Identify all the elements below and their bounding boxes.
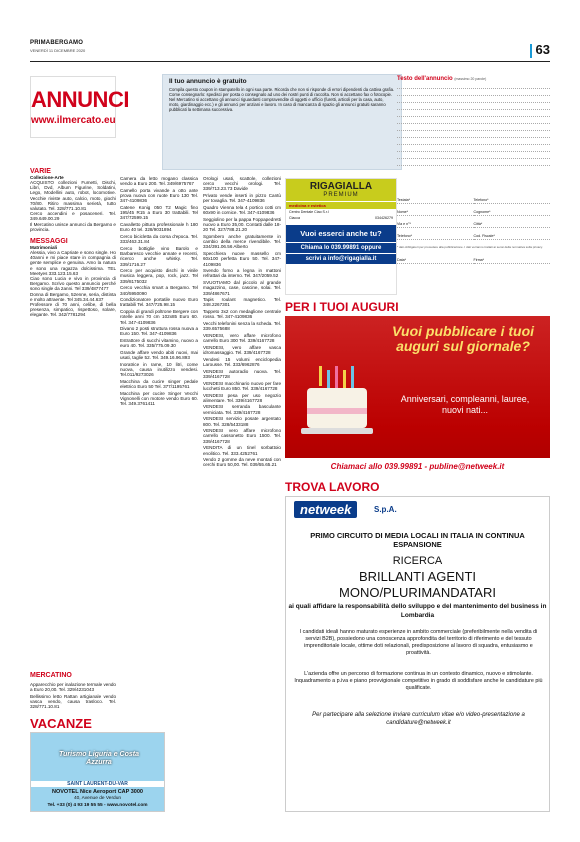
section-vacanze: VACANZE <box>30 716 92 731</box>
auguri-contact: Chiamaci allo 039.99891 - publine@netweek.it <box>285 458 550 476</box>
classified-ad: Coppia di grandi poltrone Bergere con rotelle anni 70 cm 102x85 Euro 60. Tel. 347-4109836 <box>120 309 198 325</box>
coupon-line[interactable] <box>397 138 550 145</box>
cake-icon <box>297 364 377 454</box>
coupon-title: Testo dell'annuncio (massimo 20 parole) <box>397 76 487 82</box>
classified-ad: Professore di 70 anni, celibe, di bella presenza, simpatico, rispettoso, solare, elegante. Tel. 342/7781294 <box>30 302 116 318</box>
rigagialla-email[interactable]: scrivi a info@rigagialla.it <box>286 253 396 264</box>
classified-ad: Vendo 2 gomme da neve montati con cerchi Euro 50,00. Tel. 039/55.65.21 <box>203 457 281 468</box>
auguri-headline: Vuoi pubblicare i tuoi auguri sul giornale? <box>391 323 535 354</box>
page-accent-bar <box>530 44 532 58</box>
coupon-line[interactable] <box>397 96 550 103</box>
coupon-line[interactable] <box>397 103 550 110</box>
brand-name: PRIMABERGAMO <box>30 40 84 46</box>
classified-ad: Svendo forno a legna in mattoni refrattari da interno. Tel. 347/2059.52 <box>203 268 281 279</box>
section-trova-lavoro: TROVA LAVORO <box>285 480 380 494</box>
netweek-role: BRILLANTI AGENTI MONO/PLURIMANDATARI <box>339 569 496 600</box>
classified-ad: Grande affare vendo abiti nuovi, mai usati, taglie 52. Tel. 349.16.96.893 <box>120 350 198 361</box>
classified-ad: Tappeto 3x2 con medaglione centrale rosso. Tel. 347-4109836 <box>203 309 281 320</box>
section-varie: VARIE <box>30 168 51 175</box>
classified-ad: Alessia, vivo a Capriate e sono single. Ho 40anni e mi piace stare in compagnia di gente semplice e genuina. Amo la natura e sono una ragazza dolcissima. TEL Meetyes 333.123.15.63 <box>30 250 116 276</box>
subsection-collezione: Collezione-Arte <box>30 175 64 180</box>
coupon-line[interactable] <box>397 82 550 89</box>
form-row[interactable]: Via e n°* Città* <box>397 222 550 228</box>
rigagialla-logo: RIGAGIALLA PREMIUM <box>286 179 396 201</box>
section-mercatino: MERCATINO <box>30 672 72 679</box>
vacanze-location: SAINT LAURENT-DU-VAR <box>31 781 164 787</box>
vacanze-ad <box>30 732 165 812</box>
classified-ad: Macchina per cucire Singer Vecchi Vignonelli con motore vendo Euro 60. Tel. 349.3761411 <box>120 391 198 407</box>
classified-ad: VENDESI pesa per uso negozio alimentare. Tel. 339/4167728 <box>203 392 281 403</box>
vacanze-title: Turismo Liguria e Costa Azzurra <box>59 751 139 766</box>
annunci-title: ANNUNCI <box>31 87 129 112</box>
vacanze-phone[interactable]: Tel. +33 (0) 4 93 19 55 55 - www.novotel.com <box>47 803 148 808</box>
info-box-title: Il tuo annuncio è gratuito <box>169 78 247 85</box>
classified-ad: Catene Konig 050 T2 Magic fino 195/45 R15 a Euro 30 trattabili. Tel 347/72599.15 <box>120 205 198 221</box>
classified-ad: Camello porta vivande a otto ante prova nuova con ruote Euro 130 Tel. 347-4109836 <box>120 187 198 204</box>
form-row[interactable]: Nome* Cognome* <box>397 210 550 216</box>
classified-ad: Seggiolino per la pappa Foppapedretti nuovo a Euro 35,00. Contatti dalle 18-20 Tel. 327/788.21.20 <box>203 216 281 233</box>
classified-ad: Cerco accendini e posaceneri. Tel. 349.649.00.29 <box>30 211 116 222</box>
classified-ad: VENDESI servizio posate argentato 800. Tel. 328/5433188 <box>203 416 281 427</box>
classified-ad: Camera da letto mogano classica vendo a Euro 200. Tel. 349/6975767 <box>120 176 198 187</box>
classified-ad: Cerco bicicletta da corsa d'epoca. Tel. 333/463.31.84 <box>120 234 198 245</box>
vacanze-hotel: NOVOTEL Nice Aeroport CAP 3000 <box>52 789 143 795</box>
classified-ad: Divano 2 posti struttura rossa nuova a Euro 150. Tel. 347-4109836 <box>120 326 198 337</box>
netweek-tagline: PRIMO CIRCUITO DI MEDIA LOCALI IN ITALIA IN CONTINUA ESPANSIONE <box>310 531 525 549</box>
classified-ad: Inoratrice in rame, 10 litri, come nuova, causa inutilizzo vendesi. Tel.011/9273026 <box>120 362 198 378</box>
classified-ad: Donna di Bergamo, 52enne, seria, distinta e molto attraente. Tel 345.34.44.637 <box>30 291 116 302</box>
rigagialla-entry-place: Ciacca 034426279 <box>289 216 393 220</box>
annunci-logo-box <box>30 76 129 138</box>
classified-ad: VENDESI, vero affare vasca idromassaggio. Tel. 339/4167728 <box>203 344 281 356</box>
netweek-spa: S.p.A. <box>374 505 397 514</box>
coupon-line[interactable] <box>397 89 550 96</box>
coupon-line[interactable] <box>397 159 550 166</box>
classified-ad: VENDESI, vero affare microfono carrello Euro 300 Tel. 339/4167728 <box>203 332 281 344</box>
rigagialla-question: Vuoi esserci anche tu? <box>300 229 382 238</box>
ads-column-1 <box>120 176 198 408</box>
page-number: 63 <box>535 42 550 57</box>
coupon-line[interactable] <box>397 145 550 152</box>
form-row[interactable]: Data* Firma* <box>397 258 550 264</box>
classified-ad: Privato vende inserti in pizzo Cantù per tovaglia. Tel. 347-4109836 <box>203 193 281 204</box>
netweek-apply[interactable]: Per partecipare alla selezione inviare curriculum vitae e/o video-presentazione a candidature@netweek.it <box>312 712 525 726</box>
coupon-form <box>397 198 550 270</box>
section-messaggi: MESSAGGI <box>30 238 68 246</box>
classified-ad: SVUOTIAMO dal piccolo al grande magazzino, case, cascine, solai. Tel. 339/4867671 <box>203 280 281 296</box>
mercatino-ads <box>30 682 116 711</box>
coupon-line[interactable] <box>397 152 550 159</box>
classified-ad: Specchiera nuove massello cm 60x100 perfetta Euro 50. Tel. 347-4109836 <box>203 251 281 267</box>
netweek-job-ad <box>285 496 550 812</box>
classified-ad: Vendesi 15 volumi enciclopedia Larousse. Tel. 333/6962876 <box>203 356 281 367</box>
free-ad-info-box <box>162 74 402 170</box>
classified-ad: Cerco per acquisto dischi in vinile musica leggera, pop, rock, jazz. Tel 339/8175032 <box>120 268 198 284</box>
ads-column-2 <box>203 176 281 469</box>
classified-ad: Macchina da cucire singer pedale elettrico Euro 50 Tel. 377/1195761 <box>120 379 198 390</box>
classified-ad: Cerco bottiglie vino Barolo e Barbaresco vecchie annate e recenti, ricerco anche whisky. Tel. 339/1716.27 <box>120 245 198 267</box>
info-box-body: Compila questo coupon in stampatello in ogni sua parte. Ricorda che non si risponde di errori dipendenti da cattiva grafia. Come consegnarlo: spedisci per posta o consegnalo ad uno dei nostri punti di raccolta. Non si accettano fax o fotocopie. Nel Mercatino si accettano gli annunci riguardanti compravendite di oggetti e ufficio (furetti, articoli per la casa, auto, moto, giardinaggio ecc.) e gli annunci per anziani e lavoro. In caso di mancanza di spazio gli annunci gratuiti saranno pubblicati la settimana successiva. <box>169 87 395 112</box>
form-row[interactable]: Testata* Telefono* <box>397 198 550 204</box>
rigagialla-call: Chiama lo 039.99891 oppure <box>286 242 396 253</box>
rigagialla-cta <box>286 225 396 264</box>
issue-date: VENERDÌ 11 DICEMBRE 2020 <box>30 48 86 53</box>
vacanze-address: 40, Avenue de Verdun <box>73 796 122 801</box>
coupon-line[interactable] <box>397 117 550 124</box>
classified-ad: VENDESI autoradio nuova. Tel. 339/4167728 <box>203 368 281 379</box>
coupon-line[interactable] <box>397 131 550 138</box>
coupon-line[interactable] <box>397 124 550 131</box>
classified-ad: Cavalletto pittura professionale h 180 Euro 40 tel. 328/9031894 <box>120 222 198 233</box>
page-header <box>30 40 550 62</box>
classified-ad: Ciao sono Lucia e vivo in provincia di Bergamo. Scrivo questo annuncio perché sono single da 2anni. Tel 339/4877477 <box>30 276 116 292</box>
rigagialla-entry: Centro Dentale Ciao S.r.l <box>289 210 329 214</box>
classified-ad: Sgombero anche gratuitamente in cambio della merce rivendibile. Tel. 334/391.06.56 Alberto <box>203 234 281 250</box>
rigagialla-ad <box>285 178 397 295</box>
coupon-hint: (massimo 20 parole) <box>454 77 487 81</box>
annunci-site-link[interactable]: www.ilmercato.eu <box>31 115 116 126</box>
coupon-line[interactable] <box>397 110 550 117</box>
classified-ad: Orologi usati, scattole, collezioni cerco vecchi orologi. Tel. 339/713.23.73 Davide <box>203 176 281 192</box>
netweek-offer: L'azienda offre un percorso di formazione continua in un contesto dinamico, nuovo e stimolante. Inquadramento a p.iva e piano provvigionale competitivo in grado di soddisfare anche le candidature più qualificate. <box>294 671 543 691</box>
classified-ad: Vecchi telefonini senza la scheda. Tel. 339.6575688 <box>203 321 281 332</box>
netweek-responsibility: ai quali affidare la responsabilità dello sviluppo e del mantenimento del business in Lombardia <box>288 603 547 619</box>
netweek-ricerca: RICERCA <box>392 555 443 567</box>
netweek-requirements: I candidati ideali hanno maturato esperienze in ambito commerciale (preferibilmente nella vendita di servizi B2B), possiedono una conoscenza approfondita del territorio di riferimento e del tessuto imprenditoriale locale, ottime doti relazionali, predisposizione al lavoro di squadra, entusiasmo e proattività. <box>299 629 538 656</box>
rigagialla-category: medicina e estetica <box>286 202 396 209</box>
classified-ad: VENDITA di un tinel sorbattoio enolitico. Tel. 333.4252761 <box>203 445 281 456</box>
section-auguri: PER I TUOI AUGURI <box>285 300 399 314</box>
classified-ad: Estrattore di succhi vitamino, nuovo a euro 40. Tel. 335/775.09.30 <box>120 338 198 349</box>
classified-ad: Condizionatore portatile nuovo Euro trattabili Tel. 347/725.98.15 <box>120 297 198 308</box>
classified-ad: Cerco vecchia smart a Bergamo. Tel 340/5950090 <box>120 285 198 296</box>
classified-ad: Tapis roulant magnetico. Tel. 348.2267301 <box>203 297 281 308</box>
classified-ad: Quadro Vienna tela 4 portico cotti cm 60x90 in cornice. Tel. 347-4109836 <box>203 205 281 216</box>
classified-ad: VENDESI serranda basculante verniciata. Tel. 339/4167728 <box>203 404 281 415</box>
classified-ad: VENDESI macchinario nuovo per fare lucchetti Euro 850. Tel. 339/4167728 <box>203 380 281 391</box>
form-note: * dati obbligatori per procedere alla pubblicazione. I dati verranno trattati ai sensi della normativa sulla privacy. <box>397 245 543 249</box>
classified-ad: Bellissimo letto Rattan artigianale vendo vasca vendo, causa trasloco. Tel. 328/771.10.81 <box>30 693 116 710</box>
left-column <box>30 76 129 318</box>
netweek-logo: netweek <box>294 501 357 518</box>
form-row[interactable]: Telefono* Cod. Fiscale* <box>397 234 550 240</box>
auguri-ad <box>285 316 550 476</box>
classified-ad: Il Mercatino unisce annunci da Bergamo e provincia. <box>30 221 116 232</box>
classified-ad: VENDESI vero affare microfono carrello cassonetto Euro 1500. Tel. 339/4167728 <box>203 428 281 444</box>
classified-ad: ACQUISTO collezioni Fumetti, Dischi, Libri, Dvd, Album Figurine, Soldatini, Lego, Modellini auto, robot, locomotive. Vecchie riviste auto, calcio, moto, giochi 70/80. Ritiro massima serietà, tutto valutato. Tel. 328/771.10.81 <box>30 180 116 212</box>
auguri-subtitle: Anniversari, compleanni, lauree, nuovi nati... <box>400 394 530 415</box>
coupon-text-area[interactable] <box>397 76 550 174</box>
classified-ad: Apparecchio per inalazione termale vendo a Euro 20,00. Tel. 329/4231043 <box>30 682 116 693</box>
subsection-matrimoniali: Matrimoniali <box>30 245 58 251</box>
